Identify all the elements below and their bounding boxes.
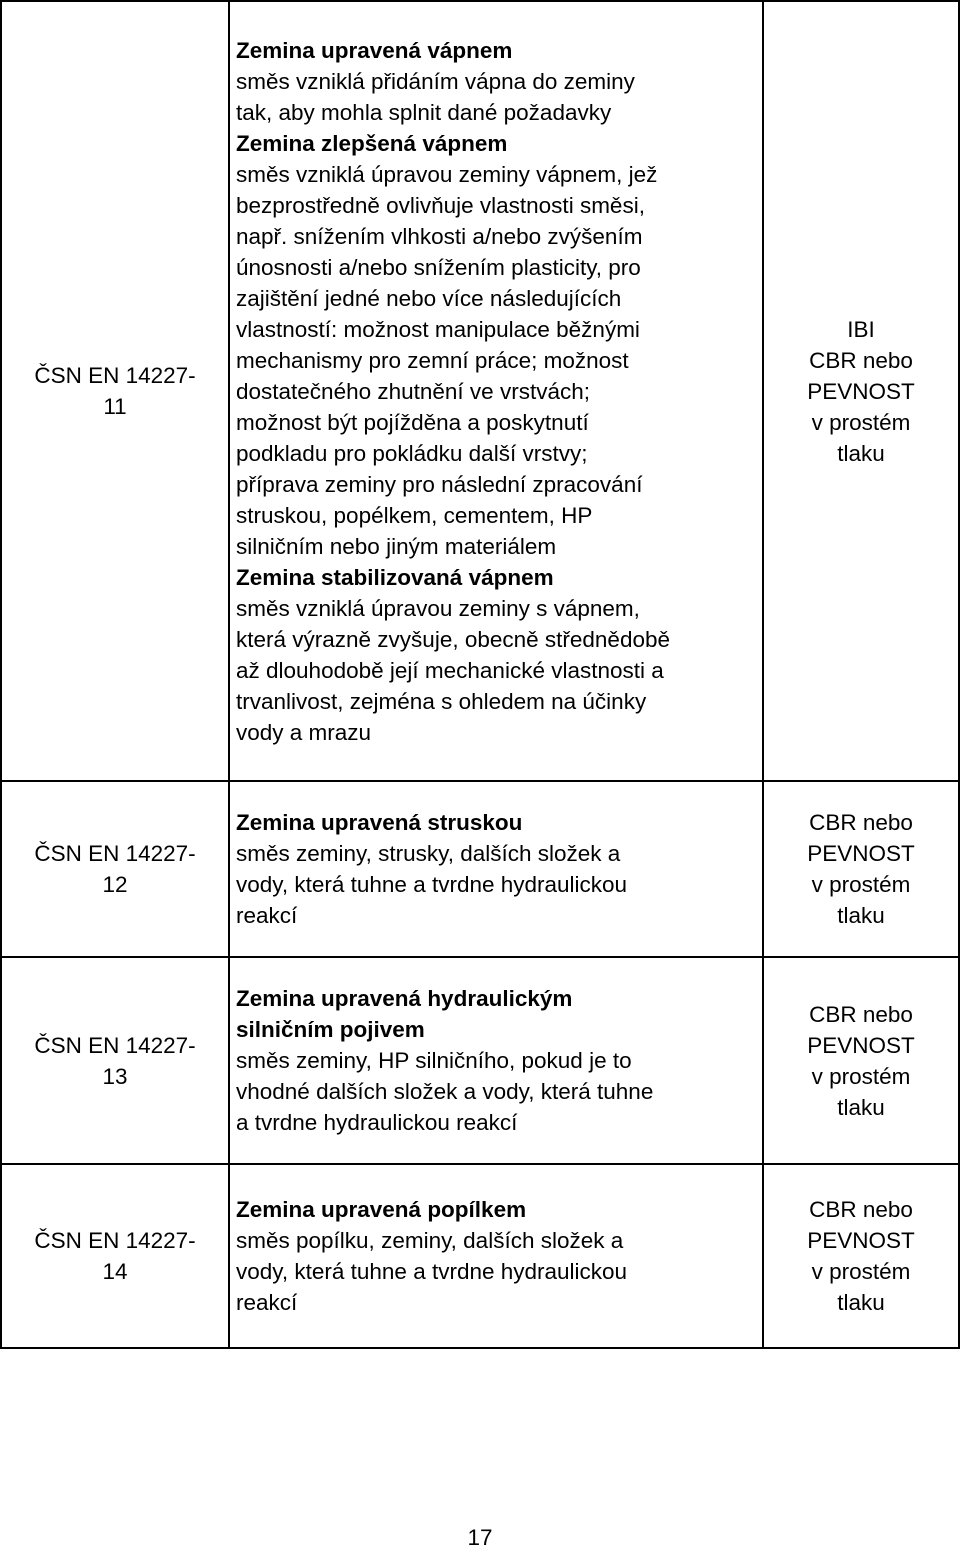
standard-code: ČSN EN 14227- xyxy=(34,1032,196,1058)
material-definition: vody a mrazu xyxy=(236,719,372,745)
material-definition: tak, aby mohla splnit dané požadavky xyxy=(236,99,612,125)
test-method-cell xyxy=(764,782,958,956)
test-method: tlaku xyxy=(837,903,885,928)
material-title: Zemina upravená popílkem xyxy=(236,1197,527,1222)
description-cell xyxy=(236,2,762,780)
material-definition: směs vzniklá přidáním vápna do zeminy xyxy=(236,68,635,94)
material-definition: vody, která tuhne a tvrdne hydraulickou xyxy=(236,1259,628,1284)
material-definition: a tvrdne hydraulickou reakcí xyxy=(236,1110,518,1135)
material-definition: dostatečného zhutnění ve vrstvách; xyxy=(236,378,590,404)
test-method: tlaku xyxy=(837,1290,885,1315)
material-definition: směs popílku, zeminy, dalších složek a xyxy=(236,1228,624,1253)
test-method-cell xyxy=(764,958,958,1163)
material-definition: až dlouhodobě její mechanické vlastnosti a xyxy=(236,657,664,683)
table-border-bottom xyxy=(0,1347,960,1349)
material-definition: bezprostředně ovlivňuje vlastnosti směsi, xyxy=(236,192,645,218)
material-definition: únosnosti a/nebo snížením plasticity, pro xyxy=(236,254,641,280)
test-method: PEVNOST xyxy=(807,1228,915,1253)
material-definition: reakcí xyxy=(236,903,298,928)
material-definition: směs zeminy, HP silničního, pokud je to xyxy=(236,1048,632,1073)
standard-code: ČSN EN 14227- xyxy=(34,841,196,866)
material-definition: mechanismy pro zemní práce; možnost xyxy=(236,347,629,373)
test-method-cell xyxy=(764,2,958,780)
test-method: v prostém xyxy=(811,409,911,435)
material-definition: vody, která tuhne a tvrdne hydraulickou xyxy=(236,872,628,897)
standard-cell xyxy=(2,958,228,1163)
test-method: tlaku xyxy=(837,440,885,466)
test-method: PEVNOST xyxy=(807,841,915,866)
material-definition: směs vzniklá úpravou zeminy s vápnem, xyxy=(236,595,640,621)
standard-code: ČSN EN 14227- xyxy=(34,1228,196,1253)
material-definition: podkladu pro pokládku další vrstvy; xyxy=(236,440,588,466)
description-cell xyxy=(236,782,762,956)
standard-cell xyxy=(2,2,228,780)
test-method: PEVNOST xyxy=(807,1032,915,1058)
test-method-cell xyxy=(764,1165,958,1347)
standard-code: 11 xyxy=(103,394,127,419)
material-definition: vhodné dalších složek a vody, která tuhne xyxy=(236,1079,654,1104)
standard-code: 13 xyxy=(102,1063,128,1089)
material-definition: reakcí xyxy=(236,1290,298,1315)
material-definition: možnost být pojížděna a poskytnutí xyxy=(236,409,589,435)
standard-cell xyxy=(2,1165,228,1347)
material-title: Zemina stabilizovaná vápnem xyxy=(236,564,554,590)
material-definition: vlastností: možnost manipulace běžnými xyxy=(236,316,640,342)
material-definition: zajištění jedné nebo více následujících xyxy=(236,285,622,311)
standard-code: 12 xyxy=(102,872,128,897)
test-method: v prostém xyxy=(811,1259,911,1284)
test-method: PEVNOST xyxy=(807,378,915,404)
material-title: Zemina upravená hydraulickým xyxy=(236,986,573,1011)
material-title: Zemina upravená vápnem xyxy=(236,37,513,63)
standard-code: 14 xyxy=(102,1259,128,1284)
test-method: IBI xyxy=(847,316,875,342)
material-definition: směs vzniklá úpravou zeminy vápnem, jež xyxy=(236,161,658,187)
test-method: CBR nebo xyxy=(809,1197,913,1222)
test-method: v prostém xyxy=(811,1063,911,1089)
test-method: tlaku xyxy=(837,1094,885,1120)
material-definition: např. snížením vlhkosti a/nebo zvýšením xyxy=(236,223,643,249)
material-title: Zemina zlepšená vápnem xyxy=(236,130,508,156)
material-title: silničním pojivem xyxy=(236,1017,425,1042)
test-method: CBR nebo xyxy=(809,1001,913,1027)
standard-code: ČSN EN 14227- xyxy=(34,363,196,388)
material-definition: trvanlivost, zejména s ohledem na účinky xyxy=(236,688,647,714)
test-method: v prostém xyxy=(811,872,911,897)
material-title: Zemina upravená struskou xyxy=(236,810,523,835)
test-method: CBR nebo xyxy=(809,347,913,373)
material-definition: struskou, popélkem, cementem, HP xyxy=(236,502,593,528)
test-method: CBR nebo xyxy=(809,810,913,835)
material-definition: směs zeminy, strusky, dalších složek a xyxy=(236,841,621,866)
description-cell xyxy=(236,1165,762,1347)
page-number: 17 xyxy=(467,1525,493,1550)
standard-cell xyxy=(2,782,228,956)
table-border-col1 xyxy=(228,0,230,1349)
description-cell xyxy=(236,958,762,1163)
material-definition: která výrazně zvyšuje, obecně střednědobě xyxy=(236,626,671,652)
material-definition: příprava zeminy pro následní zpracování xyxy=(236,471,643,497)
material-definition: silničním nebo jiným materiálem xyxy=(236,533,557,559)
